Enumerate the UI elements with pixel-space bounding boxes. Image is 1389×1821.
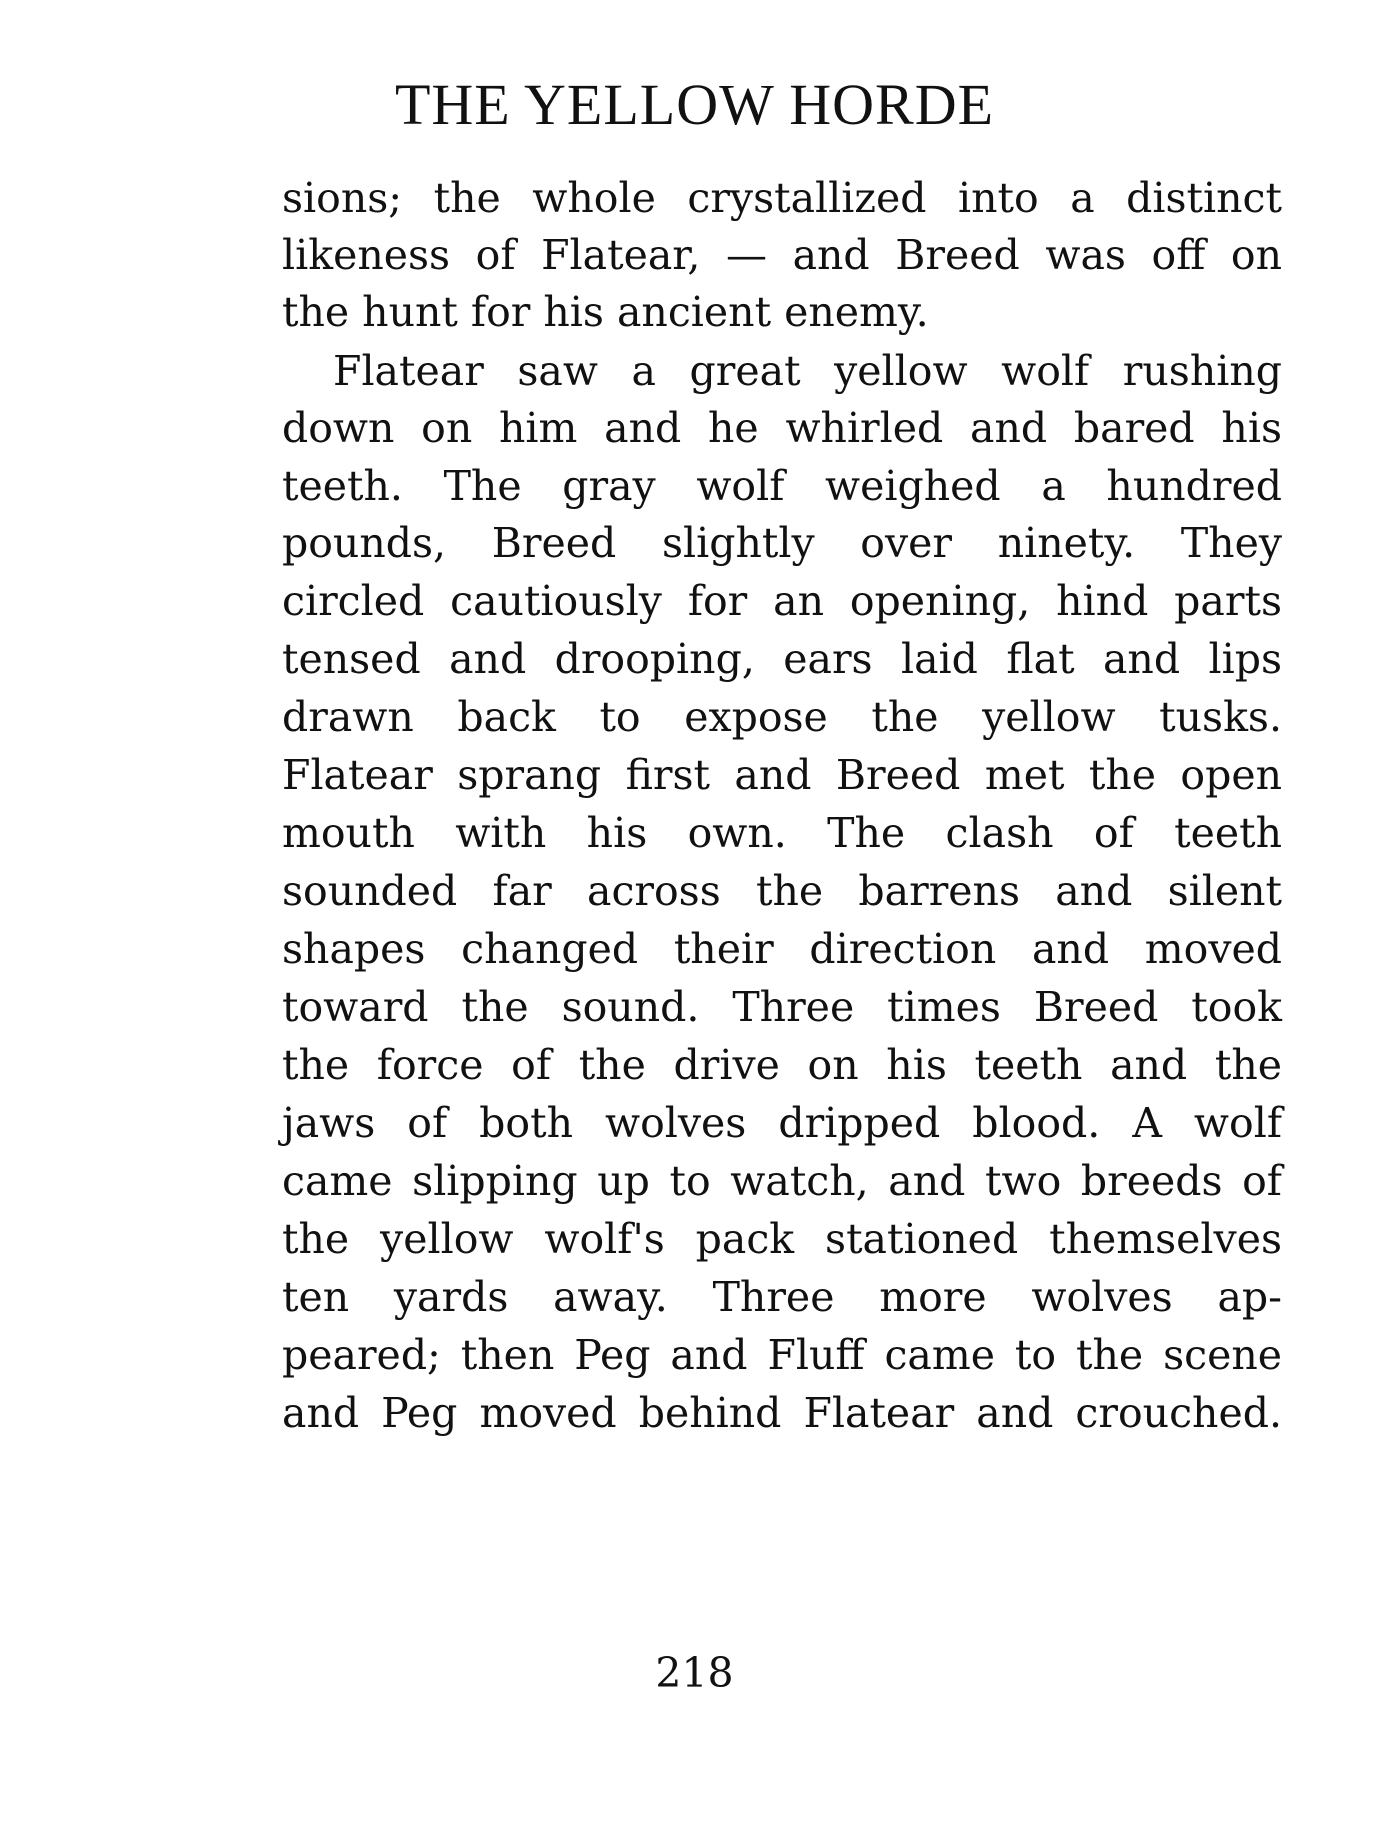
text-line: teeth. The gray wolf weighed a hundred bbox=[282, 462, 1282, 510]
text-line: ten yards away. Three more wolves ap- bbox=[282, 1273, 1282, 1321]
text-line: Flatear saw a great yellow wolf rushing bbox=[333, 347, 1282, 395]
text-line: pounds, Breed slightly over ninety. They bbox=[282, 519, 1282, 567]
text-line: likeness of Flatear, — and Breed was off on bbox=[282, 231, 1282, 279]
text-line: mouth with his own. The clash of teeth bbox=[282, 809, 1282, 857]
text-line: Flatear sprang first and Breed met the open bbox=[282, 751, 1282, 799]
text-line: drawn back to expose the yellow tusks. bbox=[282, 693, 1282, 741]
text-line: sions; the whole crystallized into a distinct bbox=[282, 174, 1282, 222]
text-line: jaws of both wolves dripped blood. A wolf bbox=[282, 1099, 1282, 1147]
text-line: sounded far across the barrens and silent bbox=[282, 867, 1282, 915]
page-number: 218 bbox=[655, 1649, 734, 1697]
text-line: shapes changed their direction and moved bbox=[282, 925, 1282, 973]
text-line: and Peg moved behind Flatear and crouched. bbox=[282, 1389, 1282, 1437]
text-line: tensed and drooping, ears laid flat and lips bbox=[282, 635, 1282, 683]
text-line: toward the sound. Three times Breed took bbox=[282, 983, 1282, 1031]
text-line: circled cautiously for an opening, hind parts bbox=[282, 577, 1282, 625]
text-line: peared; then Peg and Fluff came to the scene bbox=[282, 1331, 1282, 1379]
text-line: down on him and he whirled and bared his bbox=[282, 404, 1282, 452]
running-head: THE YELLOW HORDE bbox=[394, 72, 995, 137]
text-line: the yellow wolf's pack stationed themselves bbox=[282, 1215, 1282, 1263]
text-line: the force of the drive on his teeth and the bbox=[282, 1041, 1282, 1089]
text-line: the hunt for his ancient enemy. bbox=[282, 288, 929, 336]
text-line: came slipping up to watch, and two breeds of bbox=[282, 1157, 1282, 1205]
